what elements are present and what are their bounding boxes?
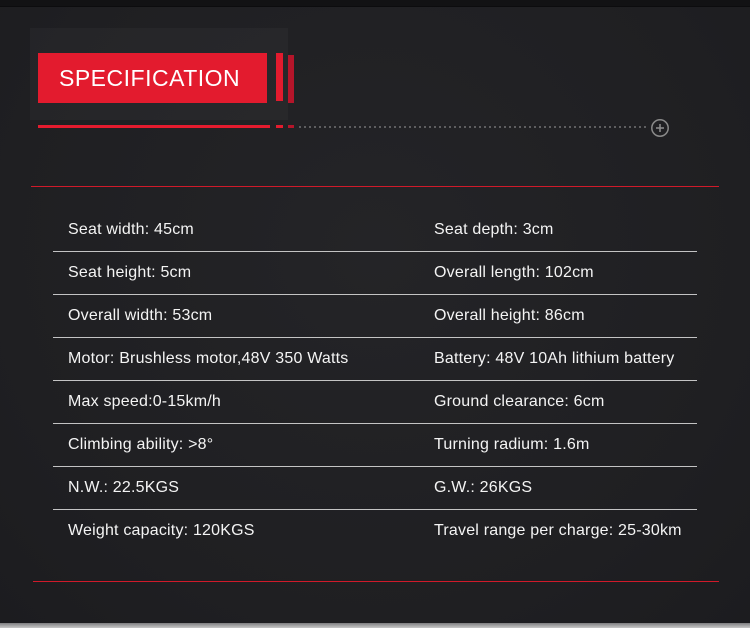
banner-underline-dash xyxy=(276,125,283,128)
accent-bar xyxy=(276,53,283,101)
spec-cell-right xyxy=(432,350,697,368)
plus-circle-icon xyxy=(650,118,670,138)
spec-table xyxy=(53,209,697,552)
spec-value: Turning radium: 1.6m xyxy=(434,436,590,453)
spec-value: Motor: Brushless motor,48V 350 Watts xyxy=(68,350,349,367)
spec-value: Ground clearance: 6cm xyxy=(434,393,605,410)
table-row xyxy=(53,338,697,381)
spec-value: Overall length: 102cm xyxy=(434,264,594,281)
section-title-banner xyxy=(38,53,267,103)
spec-cell-right xyxy=(432,436,697,454)
banner-underline-dash xyxy=(288,125,294,128)
section-title: SPECIFICATION xyxy=(59,65,241,91)
table-row xyxy=(53,295,697,338)
spec-cell-right xyxy=(432,522,697,540)
spec-value: Seat height: 5cm xyxy=(68,264,192,281)
spec-cell-right xyxy=(432,221,697,239)
top-edge-strip xyxy=(0,0,750,7)
spec-value: Travel range per charge: 25-30km xyxy=(434,522,682,539)
spec-cell-left xyxy=(53,264,432,282)
spec-cell-right xyxy=(432,393,697,411)
spec-cell-right xyxy=(432,479,697,497)
spec-value: Max speed:0-15km/h xyxy=(68,393,222,410)
table-row xyxy=(53,252,697,295)
table-top-red-rule xyxy=(31,186,719,187)
spec-value: Seat width: 45cm xyxy=(68,221,194,238)
spec-cell-left xyxy=(53,479,432,497)
accent-bar-dark xyxy=(288,55,294,103)
table-row xyxy=(53,424,697,467)
spec-value: Seat depth: 3cm xyxy=(434,221,554,238)
spec-cell-left xyxy=(53,522,432,540)
spec-value: Weight capacity: 120KGS xyxy=(68,522,255,539)
spec-value: Overall height: 86cm xyxy=(434,307,585,324)
spec-value: Climbing ability: >8° xyxy=(68,436,214,453)
spec-cell-right xyxy=(432,307,697,325)
spec-cell-left xyxy=(53,307,432,325)
table-row xyxy=(53,209,697,252)
table-row xyxy=(53,467,697,510)
spec-value: Battery: 48V 10Ah lithium battery xyxy=(434,350,675,367)
spec-value: G.W.: 26KGS xyxy=(434,479,533,496)
spec-cell-left xyxy=(53,436,432,454)
table-row xyxy=(53,381,697,424)
dotted-rule xyxy=(299,126,648,128)
table-bottom-red-rule xyxy=(33,581,719,582)
bottom-edge-strip xyxy=(0,623,750,628)
spec-cell-left xyxy=(53,221,432,239)
spec-cell-left xyxy=(53,393,432,411)
spec-cell-left xyxy=(53,350,432,368)
spec-cell-right xyxy=(432,264,697,282)
spec-value: N.W.: 22.5KGS xyxy=(68,479,180,496)
spec-value: Overall width: 53cm xyxy=(68,307,213,324)
banner-underline xyxy=(38,125,270,128)
table-row xyxy=(53,510,697,552)
